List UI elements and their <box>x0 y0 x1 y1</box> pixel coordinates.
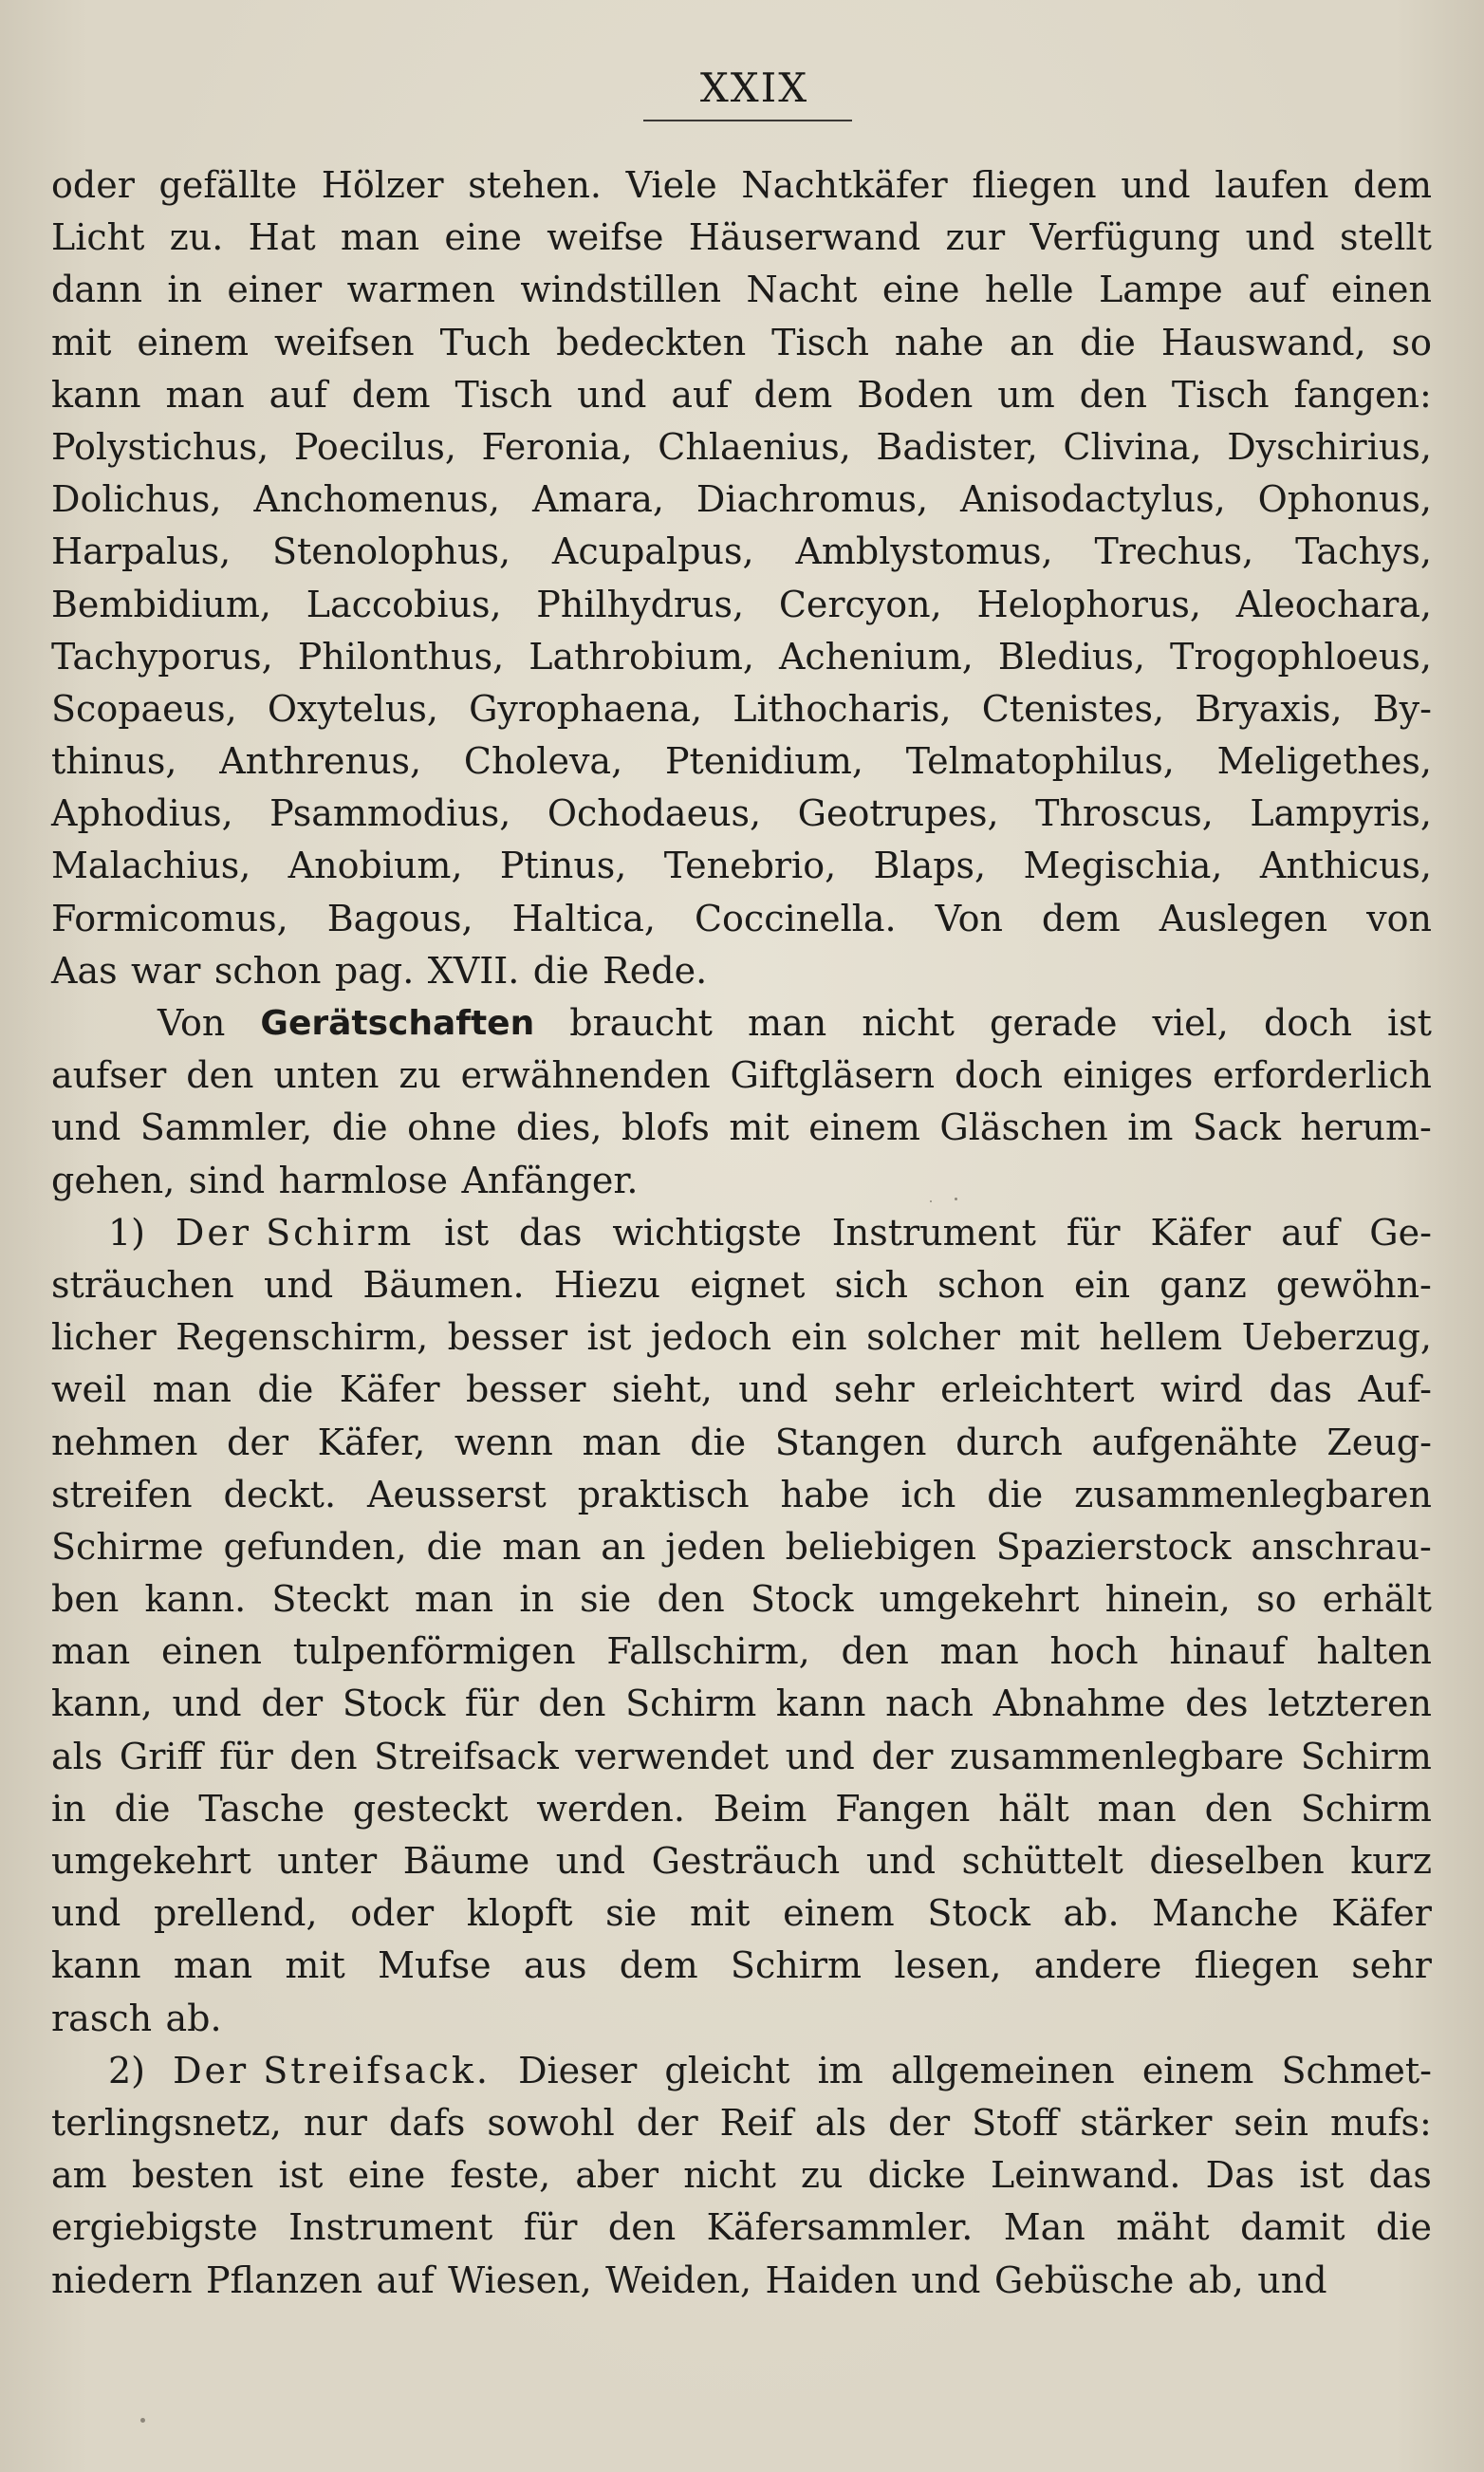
text-line: und prellend, oder klopft sie mit einem Stock ab. Manche Käfer <box>51 1892 1432 1935</box>
paragraph-umbrella <box>51 1207 1432 2045</box>
text-line: 2) Der Streifsack. Dieser gleicht im allgemeinen einem Schmet- <box>51 2045 1432 2097</box>
text-line: terlingsnetz, nur dafs sowohl der Reif als der Stoff stärker sein mufs: <box>51 2101 1432 2144</box>
first-line-rest: ist <box>444 1211 490 1254</box>
paper-speck <box>955 1198 957 1200</box>
paragraph-lead: Von <box>158 1002 226 1044</box>
text-line: kann man mit Mufse aus dem Schirm lesen, andere fliegen sehr <box>51 1944 1432 1987</box>
paragraph-umbrella-lines <box>51 1259 1432 2045</box>
text-line: weil man die Käfer besser sieht, und sehr erleichtert wird das Auf- <box>51 1368 1432 1411</box>
paragraph-sweep-net-lines <box>51 2097 1432 2307</box>
text-line: sträuchen und Bäumen. Hiezu eignet sich schon ein ganz gewöhn- <box>51 1263 1432 1306</box>
text-line: und Sammler, die ohne dies, blofs mit einem Gläschen im Sack herum- <box>51 1106 1432 1149</box>
paragraph-equipment-lines <box>51 1050 1432 1207</box>
paragraph-equipment <box>51 997 1432 1207</box>
text-line: nehmen der Käfer, wenn man die Stangen durch aufgenähte Zeug- <box>51 1421 1432 1463</box>
text-line: licher Regenschirm, besser ist jedoch ein solcher mit hellem Ueberzug, <box>51 1316 1432 1359</box>
text-line: Scopaeus, Oxytelus, Gyrophaena, Lithocharis, Ctenistes, Bryaxis, By- <box>51 687 1432 730</box>
paper-speck <box>140 2418 145 2423</box>
text-line: niedern Pflanzen auf Wiesen, Weiden, Haiden und Gebüsche ab, und <box>51 2258 1327 2301</box>
text-line: mit einem weifsen Tuch bedeckten Tisch nahe an die Hauswand, so <box>51 321 1432 363</box>
header-rule <box>643 120 852 121</box>
text-line: Polystichus, Poecilus, Feronia, Chlaenius, Badister, Clivina, Dyschirius, <box>51 425 1432 468</box>
page-number: XXIX <box>699 65 809 111</box>
text-line: Aas war schon pag. XVII. die Rede. <box>51 949 708 992</box>
text-line: Licht zu. Hat man eine weifse Häuserwand zur Verfügung und stellt <box>51 216 1432 259</box>
text-line: Malachius, Anobium, Ptinus, Tenebrio, Blaps, Megischia, Anthicus, <box>51 845 1432 887</box>
text-line: Von Gerätschaften braucht man nicht gerade viel, doch ist <box>51 997 1432 1050</box>
text-line: Aphodius, Psammodius, Ochodaeus, Geotrupes, Throscus, Lampyris, <box>51 792 1432 835</box>
text-line: 1) Der Schirm ist das wichtigste Instrument für Käfer auf Ge- <box>51 1207 1432 1259</box>
text-line: Harpalus, Stenolophus, Acupalpus, Amblystomus, Trechus, Tachys, <box>51 530 1432 573</box>
first-line-rest: braucht <box>569 1002 713 1044</box>
text-line: man einen tulpenförmigen Fallschirm, den man hoch hinauf halten <box>51 1630 1432 1673</box>
text-line: kann man auf dem Tisch und auf dem Boden um den Tisch fangen: <box>51 373 1432 416</box>
text-line: umgekehrt unter Bäume und Gesträuch und schüttelt dieselben kurz <box>51 1840 1432 1882</box>
paragraph-light-trapping <box>51 159 1432 997</box>
text-line: rasch ab. <box>51 1997 222 2039</box>
first-line-rest: Dieser <box>518 2049 638 2091</box>
text-line: als Griff für den Streifsack verwendet und der zusammenlegbare Schirm <box>51 1735 1432 1777</box>
paper-speck <box>930 1200 932 1202</box>
text-line: gehen, sind harmlose Anfänger. <box>51 1159 639 1201</box>
item-number: 2) <box>108 2049 146 2091</box>
text-line: Schirme gefunden, die man an jeden beliebigen Spazierstock anschrau- <box>51 1525 1432 1568</box>
text-line: oder gefällte Hölzer stehen. Viele Nachtkäfer fliegen und laufen dem <box>51 164 1432 206</box>
text-line: aufser den unten zu erwähnenden Giftgläsern doch einiges erforderlich <box>51 1054 1432 1097</box>
text-line: kann, und der Stock für den Schirm kann nach Abnahme des letzteren <box>51 1682 1432 1725</box>
text-line: am besten ist eine feste, aber nicht zu dicke Leinwand. Das ist das <box>51 2154 1432 2197</box>
text-line: Formicomus, Bagous, Haltica, Coccinella. Von dem Auslegen von <box>51 897 1432 939</box>
item-term: Der Schirm <box>175 1211 415 1254</box>
paragraph-sweep-net <box>51 2045 1432 2307</box>
text-line: streifen deckt. Aeusserst praktisch habe ich die zusammenlegbaren <box>51 1473 1432 1515</box>
text-line: in die Tasche gesteckt werden. Beim Fangen hält man den Schirm <box>51 1787 1432 1830</box>
item-number: 1) <box>108 1211 146 1254</box>
text-line: thinus, Anthrenus, Choleva, Ptenidium, Telmatophilus, Meligethes, <box>51 740 1432 783</box>
text-line: Bembidium, Laccobius, Philhydrus, Cercyon, Helophorus, Aleochara, <box>51 583 1432 625</box>
text-line: ergiebigste Instrument für den Käfersammler. Man mäht damit die <box>51 2206 1432 2249</box>
text-line: Tachyporus, Philonthus, Lathrobium, Achenium, Bledius, Trogophloeus, <box>51 635 1432 678</box>
text-line: dann in einer warmen windstillen Nacht eine helle Lampe auf einen <box>51 269 1432 311</box>
text-line: ben kann. Steckt man in sie den Stock umgekehrt hinein, so erhält <box>51 1578 1432 1621</box>
body-text <box>51 159 1432 2307</box>
bold-term: Gerätschaften <box>260 1004 535 1043</box>
item-term: Der Streifsack. <box>173 2049 491 2091</box>
text-line: Dolichus, Anchomenus, Amara, Diachromus, Anisodactylus, Ophonus, <box>51 478 1432 521</box>
